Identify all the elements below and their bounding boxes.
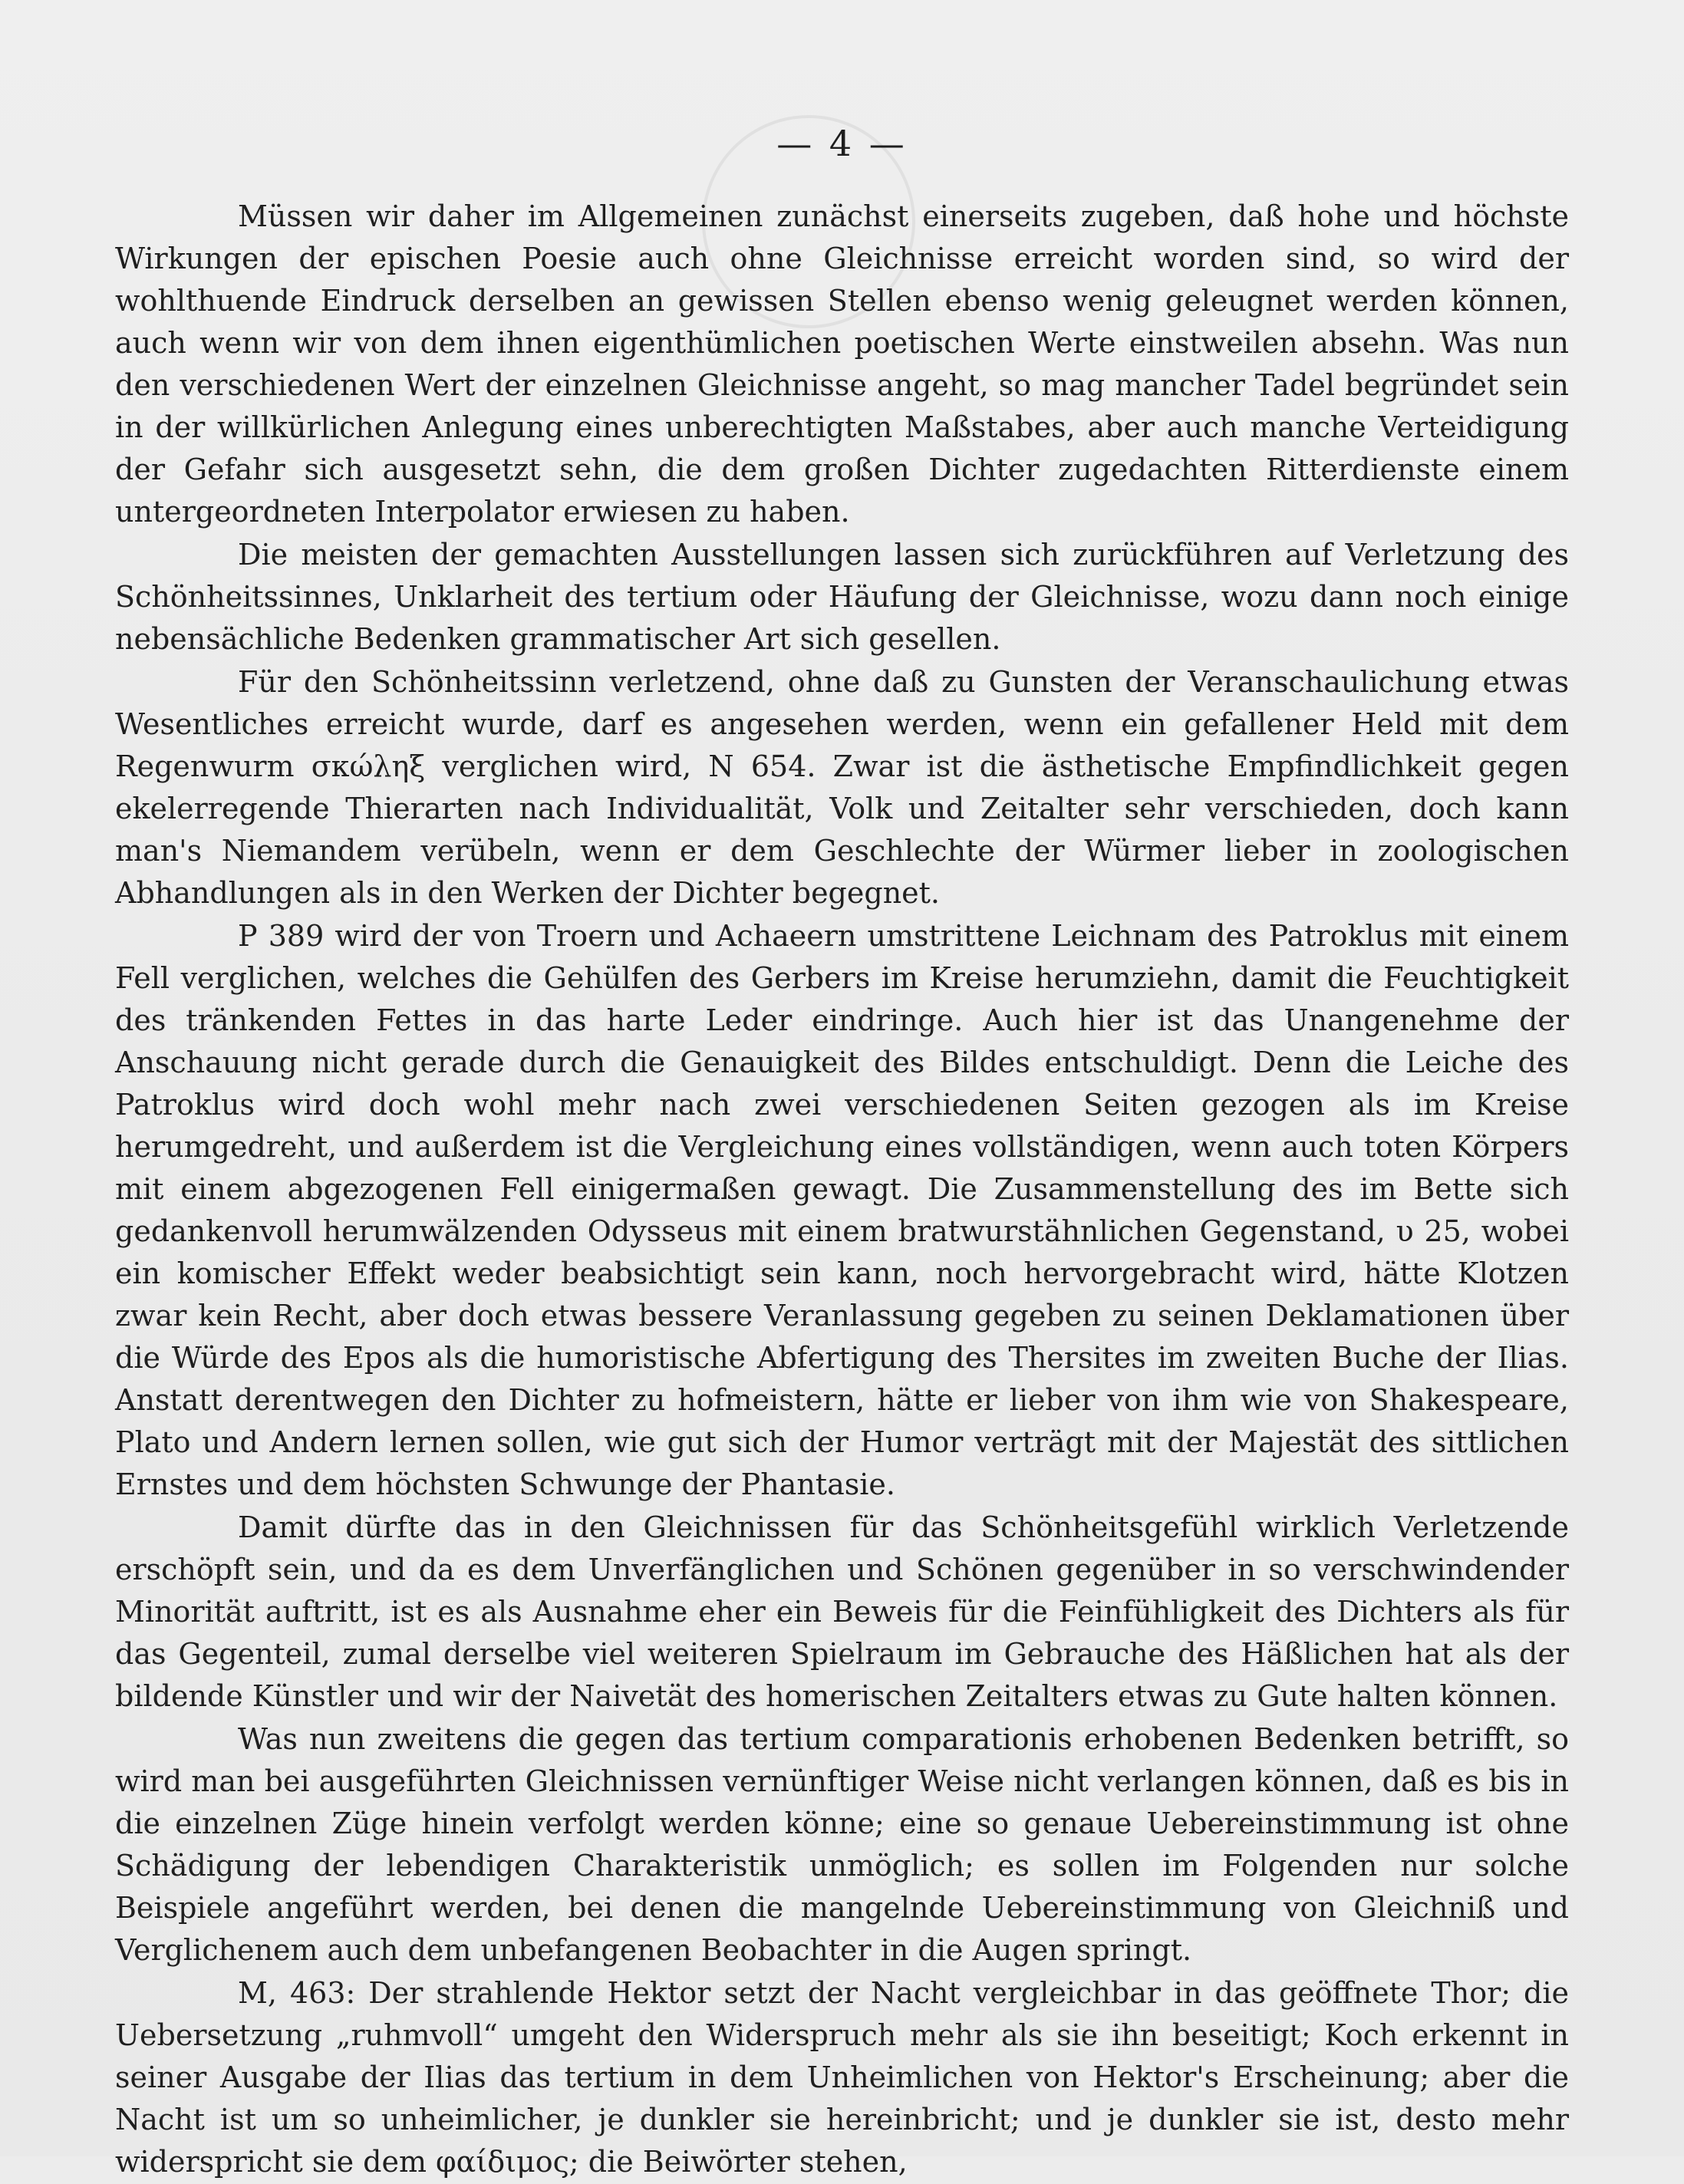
paragraph-5: Damit dürfte das in den Gleichnissen für das Schönheitsgefühl wirklich Verletzende erschöpft sein, und da es dem Unverfänglichen und Schönen gegenüber in so verschwindender Minorität auftritt, ist es als Ausnahme eher ein Beweis für die Feinfühligkeit des Dichters als für das Gegenteil, zumal derselbe viel weiteren Spielraum im Gebrauche des Häßlichen hat als der bildende Künstler und wir der Naivetät des homerischen Zeitalters etwas zu Gute halten können. [115,1510,1569,1713]
paragraph-3: Für den Schönheitssinn verletzend, ohne daß zu Gunsten der Veranschaulichung etwas Wesentliches erreicht wurde, darf es angesehen werden, wenn ein gefallener Held mit dem Regenwurm σκώληξ verglichen wird, N 654. Zwar ist die ästhetische Empfindlichkeit gegen ekelerregende Thierarten nach Individualität, Volk und Zeitalter sehr verschieden, doch kann man's Niemandem verübeln, wenn er dem Geschlechte der Würmer lieber in zoologischen Abhandlungen als in den Werken der Dichter begegnet. [115,665,1569,910]
paragraph-2: Die meisten der gemachten Ausstellungen lassen sich zurückführen auf Verletzung des Schönheitssinnes, Unklarheit des tertium oder Häufung der Gleichnisse, wozu dann noch einige nebensächliche Bedenken grammatischer Art sich gesellen. [115,538,1569,656]
paragraph-6: Was nun zweitens die gegen das tertium comparationis erhobenen Bedenken betrifft, so wird man bei ausgeführten Gleichnissen vernünftiger Weise nicht verlangen können, daß es bis in die einzelnen Züge hinein verfolgt werden könne; eine so genaue Uebereinstimmung ist ohne Schädigung der lebendigen Charakteristik unmöglich; es sollen im Folgenden nur solche Beispiele angeführt werden, bei denen die mangelnde Uebereinstimmung von Gleichniß und Verglichenem auch dem unbefangenen Beobachter in die Augen springt. [115,1722,1569,1967]
page-number: — 4 — [776,123,908,164]
paragraph-1: Müssen wir daher im Allgemeinen zunächst einerseits zugeben, daß hohe und höchste Wirkungen der epischen Poesie auch ohne Gleichnisse erreicht worden sind, so wird der wohlthuende Eindruck derselben an gewissen Stellen ebenso wenig geleugnet werden können, auch wenn wir von dem ihnen eigenthümlichen poetischen Werte einstweilen absehn. Was nun den verschiedenen Wert der einzelnen Gleichnisse angeht, so mag mancher Tadel begründet sein in der willkürlichen Anlegung eines unberechtigten Maßstabes, aber auch manche Verteidigung der Gefahr sich ausgesetzt sehn, die dem großen Dichter zugedachten Ritterdienste einem untergeordneten Interpolator erwiesen zu haben. [115,199,1569,529]
paragraph-4: P 389 wird der von Troern und Achaeern umstrittene Leichnam des Patroklus mit einem Fell verglichen, welches die Gehülfen des Gerbers im Kreise herumziehn, damit die Feuchtigkeit des tränkenden Fettes in das harte Leder eindringe. Auch hier ist das Unangenehme der Anschauung nicht gerade durch die Genauigkeit des Bildes entschuldigt. Denn die Leiche des Patroklus wird doch wohl mehr nach zwei verschiedenen Seiten gezogen als im Kreise herumgedreht, und außerdem ist die Vergleichung eines vollständigen, wenn auch toten Körpers mit einem abgezogenen Fell einigermaßen gewagt. Die Zusammenstellung des im Bette sich gedankenvoll herumwälzenden Odysseus mit einem bratwurstähnlichen Gegenstand, υ 25, wobei ein komischer Effekt weder beabsichtigt sein kann, noch hervorgebracht wird, hätte Klotzen zwar kein Recht, aber doch etwas bessere Veranlassung gegeben zu seinen Deklamationen über die Würde des Epos als die humoristische Abfertigung des Thersites im zweiten Buche der Ilias. Anstatt derentwegen den Dichter zu hofmeistern, hätte er lieber von ihm wie von Shakespeare, Plato und Andern lernen sollen, wie gut sich der Humor verträgt mit der Majestät des sittlichen Ernstes und dem höchsten Schwunge der Phantasie. [115,919,1569,1501]
paragraph-7: M, 463: Der strahlende Hektor setzt der Nacht vergleichbar in das geöffnete Thor; die Uebersetzung „ruhmvoll“ umgeht den Widerspruch mehr als sie ihn beseitigt; Koch erkennt in seiner Ausgabe der Ilias das tertium in dem Unheimlichen von Hektor's Erscheinung; aber die Nacht ist um so unheimlicher, je dunkler sie hereinbricht; und je dunkler sie ist, desto mehr widerspricht sie dem φαίδιμος; die Beiwörter stehen, [115,1976,1569,2179]
body-text [115,196,1569,2184]
